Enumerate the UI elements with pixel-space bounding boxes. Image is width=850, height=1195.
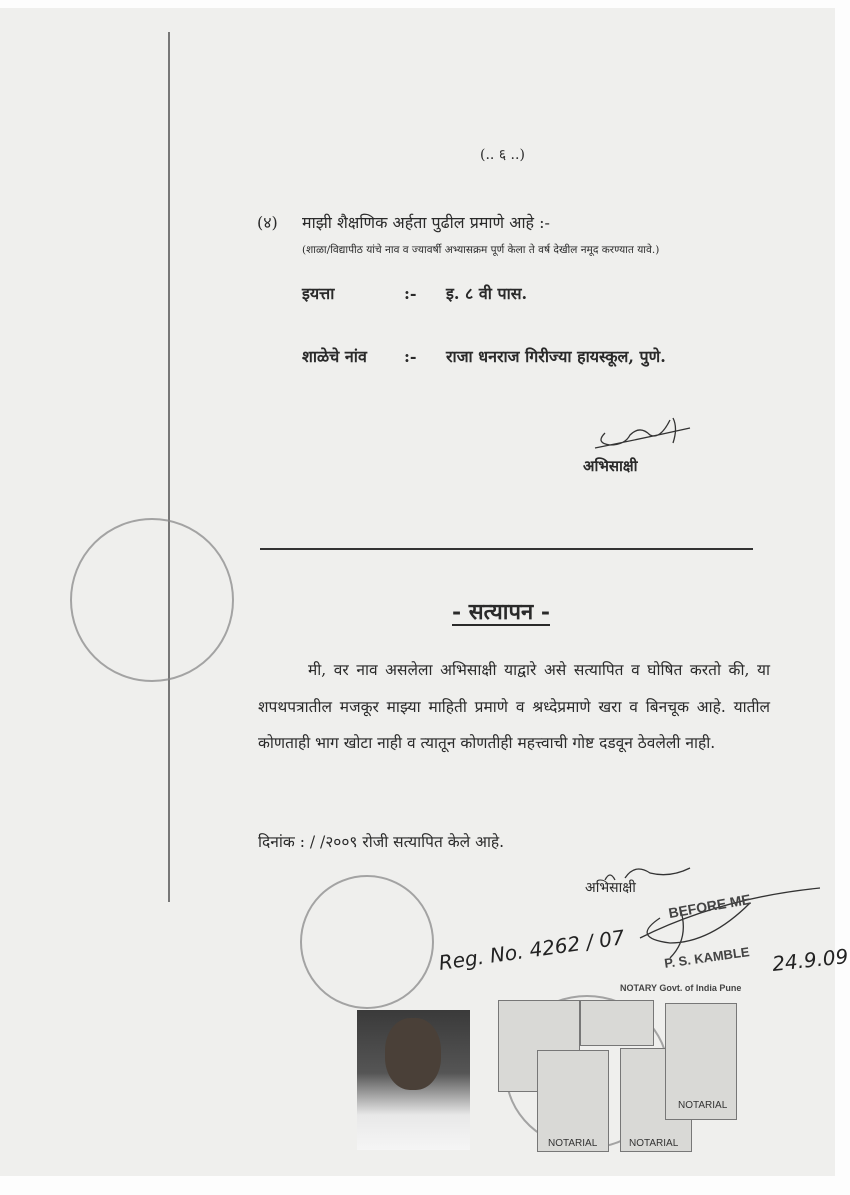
notary-date: 24.9.09 bbox=[770, 944, 850, 976]
notary-name: P. S. KAMBLE bbox=[663, 944, 751, 971]
verification-date: दिनांक : / /२००९ रोजी सत्यापित केले आहे. bbox=[258, 833, 505, 851]
notarial-stamp bbox=[665, 1003, 737, 1120]
deponent-photo bbox=[357, 1010, 470, 1150]
section-note: (शाळा/विद्यापीठ यांचे नाव व ज्यावर्षी अभ्यासक्रम पूर्ण केला ते वर्ष देखील नमूद करण्यात यावे.) bbox=[302, 244, 660, 256]
photo-face bbox=[385, 1018, 441, 1090]
field-value-class: इ. ८ वी पास. bbox=[446, 284, 528, 303]
notary-title: NOTARY Govt. of India Pune bbox=[620, 983, 742, 993]
margin-line bbox=[168, 32, 170, 902]
verification-paragraph: मी, वर नाव असलेला अभिसाक्षी याद्वारे असे सत्यापित व घोषित करतो की, या शपथपत्रातील मजकूर माझ्या माहिती प्रमाणे व श्रध्देप्रमाणे खरा व बिनचूक आहे. यातील कोणताही भाग खोटा नाही व त्यातून कोणतीही महत्त्वाची गोष्ट दडवून ठेवलेली नाही. bbox=[258, 661, 770, 752]
field-sep: :- bbox=[404, 284, 417, 303]
stamp-label: NOTARIAL bbox=[678, 1100, 728, 1111]
field-row-school bbox=[302, 345, 666, 367]
notarial-stamp bbox=[580, 1000, 654, 1046]
page-number: (.. ६ ..) bbox=[480, 147, 525, 163]
verification-heading: - सत्यापन - bbox=[452, 599, 550, 625]
before-me-stamp: BEFORE ME bbox=[667, 890, 752, 922]
deponent-label: अभिसाक्षी bbox=[583, 457, 638, 475]
field-value-school: राजा धनराज गिरीज्या हायस्कूल, पुणे. bbox=[446, 347, 666, 366]
rubber-stamp-left bbox=[70, 518, 234, 682]
field-label-school: शाळेचे नांव bbox=[302, 347, 367, 366]
field-row-class bbox=[302, 282, 527, 304]
deponent-label-2: अभिसाक्षी bbox=[585, 880, 636, 896]
divider bbox=[260, 548, 753, 550]
stamp-label: NOTARIAL bbox=[629, 1138, 679, 1149]
registration-number: Reg. No. 4262 / 07 bbox=[437, 925, 627, 975]
stamp-label: NOTARIAL bbox=[548, 1138, 598, 1149]
field-label-class: इयत्ता bbox=[302, 284, 335, 303]
section-number: (४) bbox=[257, 213, 278, 232]
section-title: माझी शैक्षणिक अर्हता पुढील प्रमाणे आहे :- bbox=[302, 213, 550, 232]
notarial-stamp bbox=[537, 1050, 609, 1152]
rubber-stamp-center bbox=[300, 875, 434, 1009]
signature-1 bbox=[585, 405, 695, 453]
field-sep: :- bbox=[404, 347, 417, 366]
